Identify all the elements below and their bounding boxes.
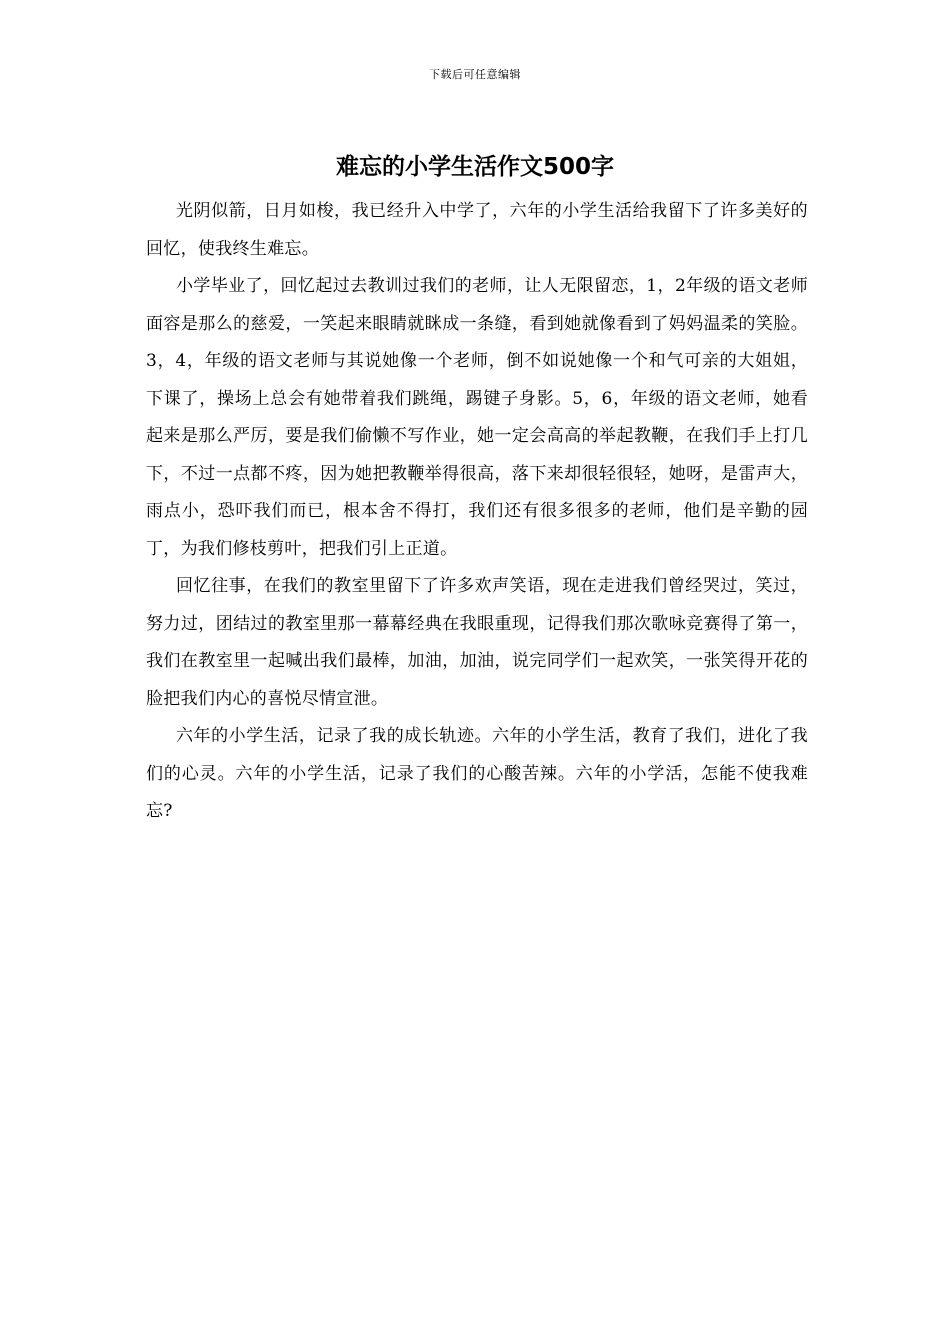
paragraph-1: 光阴似箭，日月如梭，我已经升入中学了，六年的小学生活给我留下了许多美好的回忆，使我终生难忘。 xyxy=(146,201,808,259)
paragraph-2: 小学毕业了，回忆起过去教训过我们的老师，让人无限留恋，1，2年级的语文老师面容是那么的慈爱，一笑起来眼睛就眯成一条缝，看到她就像看到了妈妈温柔的笑脸。3，4，年级的语文老师与其说她像一个老师，倒不如说她像一个和气可亲的大姐姐，下课了，操场上总会有她带着我们跳绳，踢键子身影。5，6，年级的语文老师，她看起来是那么严厉，要是我们偷懒不写作业，她一定会高高的举起教鞭，在我们手上打几下，不过一点都不疼，因为她把教鞭举得很高，落下来却很轻很轻，她呀，是雷声大，雨点小，恐吓我们而已，根本舍不得打，我们还有很多很多的老师，他们是辛勤的园丁，为我们修枝剪叶，把我们引上正道。 xyxy=(146,276,808,559)
document-body xyxy=(146,193,808,831)
paragraph-4: 六年的小学生活，记录了我的成长轨迹。六年的小学生活，教育了我们，进化了我们的心灵。六年的小学生活，记录了我们的心酸苦辣。六年的小学活，怎能不使我难忘? xyxy=(146,726,808,821)
header-note: 下载后可任意编辑 xyxy=(429,68,521,81)
document-title: 难忘的小学生活作文500字 xyxy=(335,154,614,180)
paragraph-3: 回忆往事，在我们的教室里留下了许多欢声笑语，现在走进我们曾经哭过，笑过，努力过，团结过的教室里那一幕幕经典在我眼重现，记得我们那次歌咏竞赛得了第一，我们在教室里一起喊出我们最棒，加油，加油，说完同学们一起欢笑，一张笑得开花的脸把我们内心的喜悦尽情宣泄。 xyxy=(146,576,808,709)
